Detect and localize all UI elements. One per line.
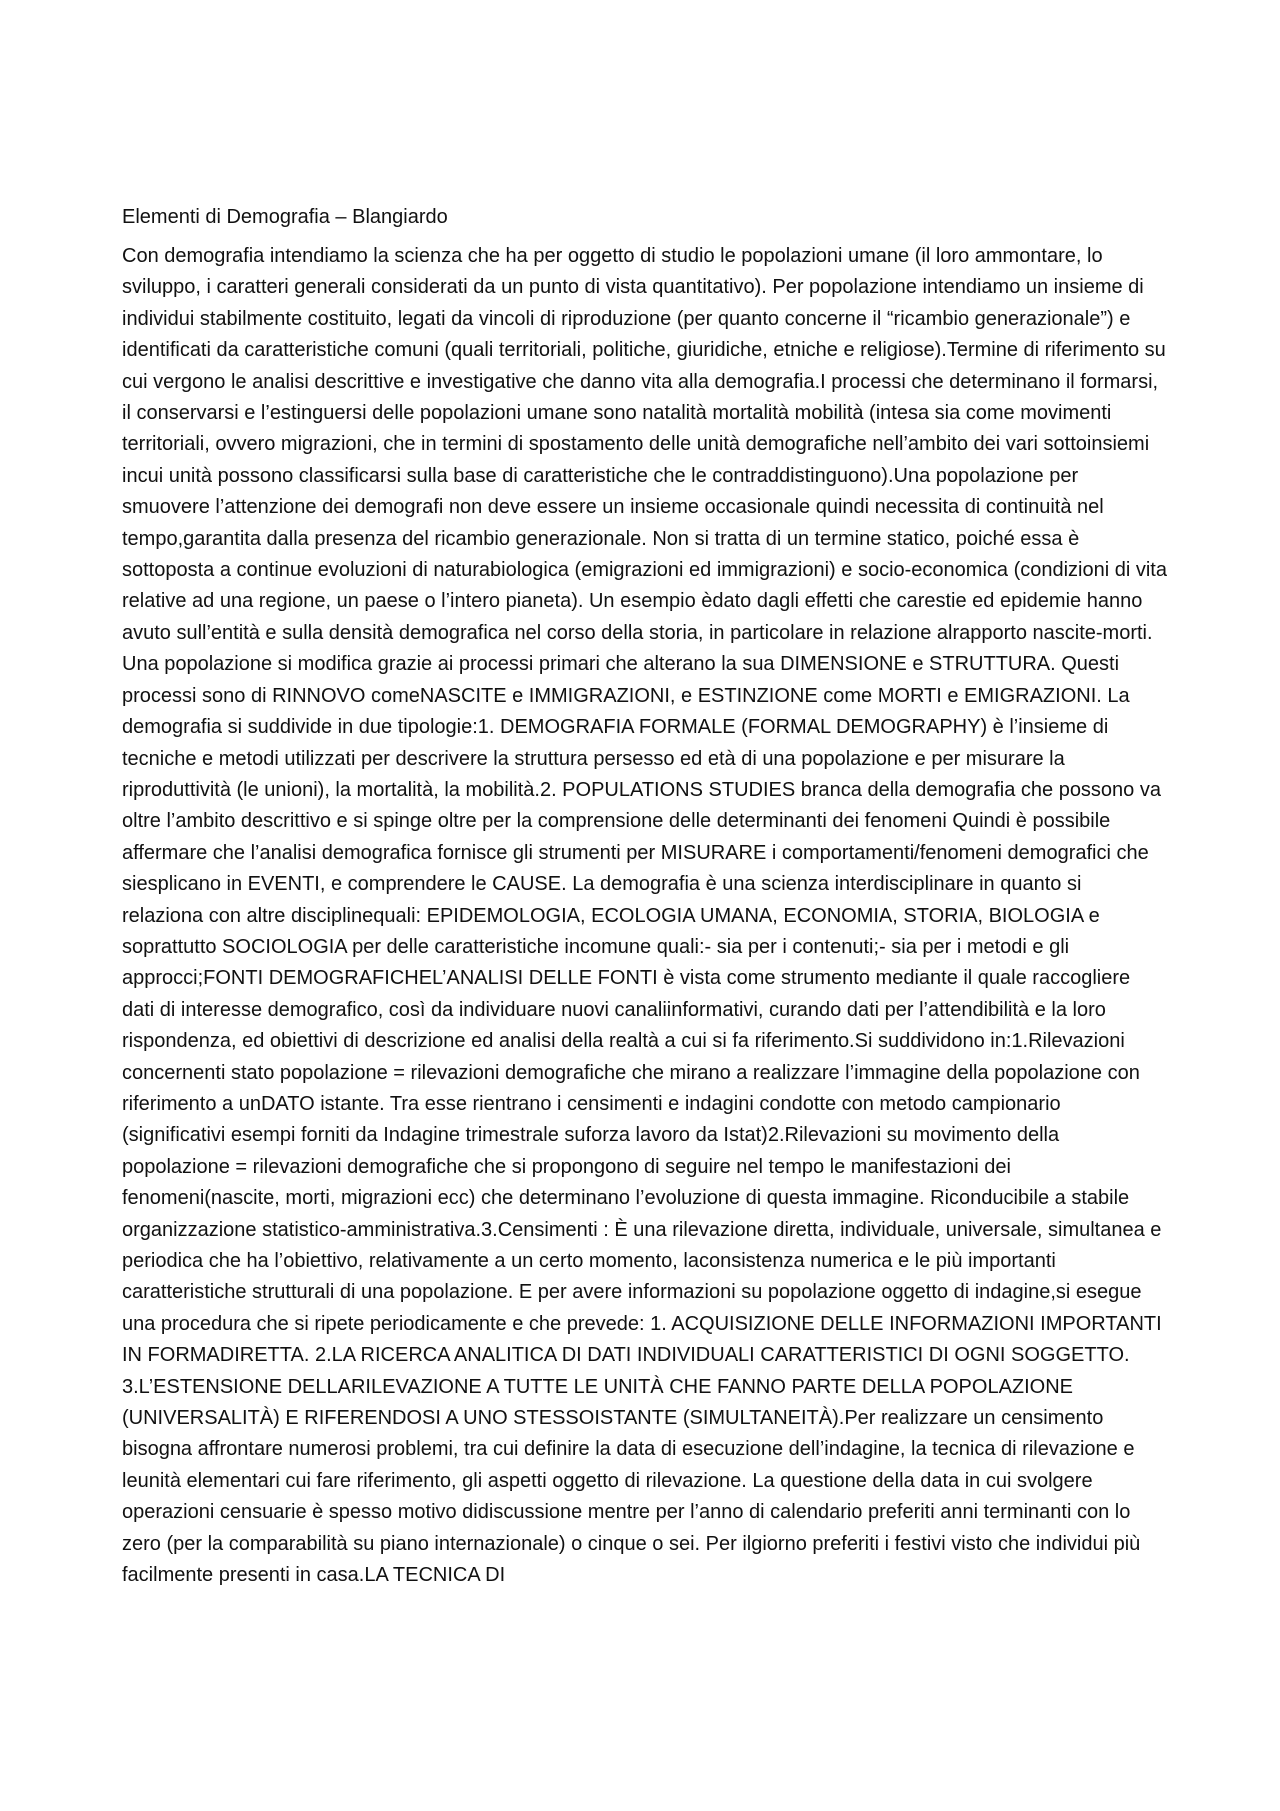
document-body-paragraph: Con demografia intendiamo la scienza che ha per oggetto di studio le popolazioni umane (il loro ammontare, lo sviluppo, i caratteri generali considerati da un punto di vista quantitativo). Per popolazione intendiamo un insieme di individui stabilmente costituito, legati da vincoli di riproduzione (per quanto concerne il “ricambio generazionale”) e identificati da caratteristiche comuni (quali territoriali, politiche, giuridiche, etniche e religiose).Termine di riferimento su cui vergono le analisi descrittive e investigative che danno vita alla demografia.I processi che determinano il formarsi, il conservarsi e l’estinguersi delle popolazioni umane sono natalità mortalità mobilità (intesa sia come movimenti territoriali, ovvero migrazioni, che in termini di spostamento delle unità demografiche nell’ambito dei vari sottoinsiemi incui unità possono classificarsi sulla base di caratteristiche che le contraddistinguono).Una popolazione per smuovere l’attenzione dei demografi non deve essere un insieme occasionale quindi necessita di continuità nel tempo,garantita dalla presenza del ricambio generazionale. Non si tratta di un termine statico, poiché essa è sottoposta a continue evoluzioni di naturabiologica (emigrazioni ed immigrazioni) e socio-economica (condizioni di vita relative ad una regione, un paese o l’intero pianeta). Un esempio èdato dagli effetti che carestie ed epidemie hanno avuto sull’entità e sulla densità demografica nel corso della storia, in particolare in relazione alrapporto nascite-morti. Una popolazione si modifica grazie ai processi primari che alterano la sua DIMENSIONE e STRUTTURA. Questi processi sono di RINNOVO comeNASCITE e IMMIGRAZIONI, e ESTINZIONE come MORTI e EMIGRAZIONI. La demografia si suddivide in due tipologie:1. DEMOGRAFIA FORMALE (FORMAL DEMOGRAPHY) è l’insieme di tecniche e metodi utilizzati per descrivere la struttura persesso ed età di una popolazione e per misurare la riproduttività (le unioni), la mortalità, la mobilità.2. POPULATIONS STUDIES branca della demografia che possono va oltre l’ambito descrittivo e si spinge oltre per la comprensione delle determinanti dei fenomeni Quindi è possibile affermare che l’analisi demografica fornisce gli strumenti per MISURARE i comportamenti/fenomeni demografici che siesplicano in EVENTI, e comprendere le CAUSE. La demografia è una scienza interdisciplinare in quanto si relaziona con altre disciplinequali: EPIDEMOLOGIA, ECOLOGIA UMANA, ECONOMIA, STORIA, BIOLOGIA e soprattutto SOCIOLOGIA per delle caratteristiche incomune quali:- sia per i contenuti;- sia per i metodi e gli approcci;FONTI DEMOGRAFICHEL’ANALISI DELLE FONTI è vista come strumento mediante il quale raccogliere dati di interesse demografico, così da individuare nuovi canaliinformativi, curando dati per l’attendibilità e la loro rispondenza, ed obiettivi di descrizione ed analisi della realtà a cui si fa riferimento.Si suddividono in:1.Rilevazioni concernenti stato popolazione = rilevazioni demografiche che mirano a realizzare l’immagine della popolazione con riferimento a unDATO istante. Tra esse rientrano i censimenti e indagini condotte con metodo campionario (significativi esempi forniti da Indagine trimestrale suforza lavoro da Istat)2.Rilevazioni su movimento della popolazione = rilevazioni demografiche che si propongono di seguire nel tempo le manifestazioni dei fenomeni(nascite, morti, migrazioni ecc) che determinano l’evoluzione di questa immagine. Riconducibile a stabile organizzazione statistico-amministrativa.3.Censimenti : È una rilevazione diretta, individuale, universale, simultanea e periodica che ha l’obiettivo, relativamente a un certo momento, laconsistenza numerica e le più importanti caratteristiche strutturali di una popolazione. E per avere informazioni su popolazione oggetto di indagine,si esegue una procedura che si ripete periodicamente e che prevede: 1. ACQUISIZIONE DELLE INFORMAZIONI IMPORTANTI IN FORMADIRETTA. 2.LA RICERCA ANALITICA DI DATI INDIVIDUALI CARATTERISTICI DI OGNI SOGGETTO. 3.L’ESTENSIONE DELLARILEVAZIONE A TUTTE LE UNITÀ CHE FANNO PARTE DELLA POPOLAZIONE (UNIVERSALITÀ) E RIFERENDOSI A UNO STESSOISTANTE (SIMULTANEITÀ).Per realizzare un censimento bisogna affrontare numerosi problemi, tra cui definire la data di esecuzione dell’indagine, la tecnica di rilevazione e leunità elementari cui fare riferimento, gli aspetti oggetto di rilevazione. La questione della data in cui svolgere operazioni censuarie è spesso motivo didiscussione mentre per l’anno di calendario preferiti anni terminanti con lo zero (per la comparabilità su piano internazionale) o cinque o sei. Per ilgiorno preferiti i festivi visto che individui più facilmente presenti in casa.LA TECNICA DI: [122, 245, 1167, 1587]
document-content: [122, 202, 1167, 1591]
document-title: Elementi di Demografia – Blangiardo: [122, 206, 448, 228]
